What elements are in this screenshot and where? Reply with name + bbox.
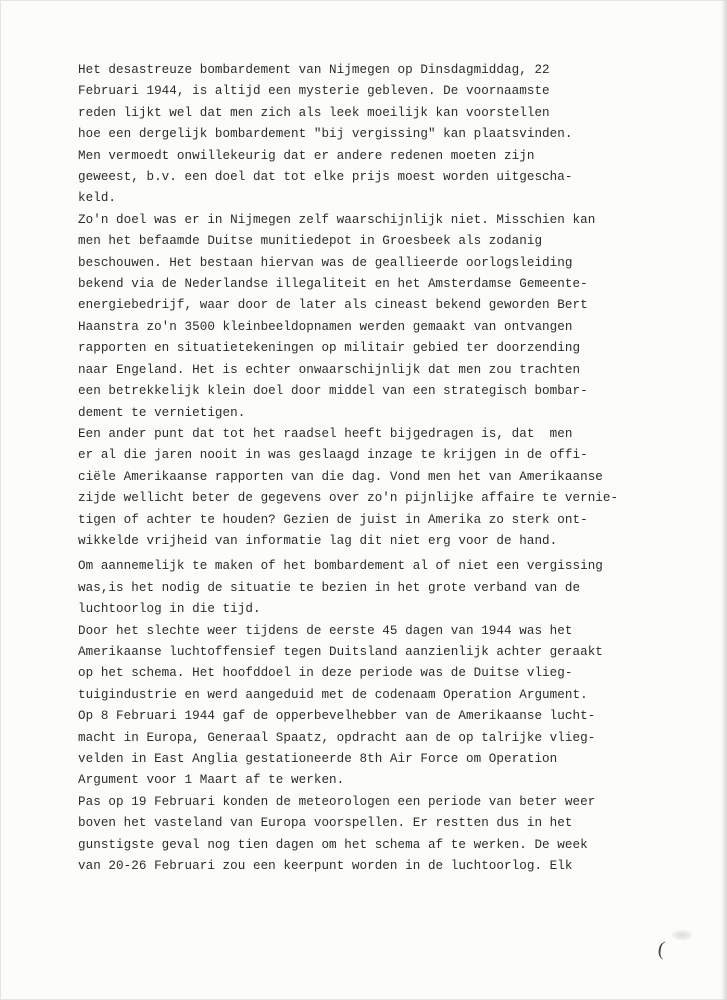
text-line: zijde wellicht beter de gegevens over zo'n pijnlijke affaire te vernie- <box>78 491 619 506</box>
text-line: Zo'n doel was er in Nijmegen zelf waarschijnlijk niet. Misschien kan <box>78 212 596 227</box>
paper-smudge <box>672 930 692 940</box>
text-line: velden in East Anglia gestationeerde 8th Air Force om Operation <box>78 752 558 766</box>
text-line: Februari 1944, is altijd een mysterie gebleven. De voornaamste <box>78 84 550 99</box>
text-line: tuigindustrie en werd aangeduid met de codenaam Operation Argument. <box>78 687 588 702</box>
text-line: keld. <box>78 191 117 206</box>
text-line: gunstigste geval nog tien dagen om het schema af te werken. De week <box>78 837 588 852</box>
text-line: macht in Europa, Generaal Spaatz, opdracht aan de op talrijke vlieg- <box>78 730 596 745</box>
text-line: ciële Amerikaanse rapporten van die dag. Vond men het van Amerikaanse <box>78 469 603 484</box>
text-line: dement te vernietigen. <box>78 405 246 420</box>
paragraph <box>78 556 688 620</box>
text-line: op het schema. Het hoofddoel in deze periode was de Duitse vlieg- <box>78 666 573 681</box>
text-line: boven het vasteland van Europa voorspellen. Er restten dus in het <box>78 816 573 831</box>
text-line: was,is het nodig de situatie te bezien in het grote verband van de <box>78 580 581 595</box>
text-line: Om aannemelijk te maken of het bombardement al of niet een vergissing <box>78 559 603 574</box>
text-line: hoe een dergelijk bombardement "bij vergissing" kan plaatsvinden. <box>78 127 573 142</box>
text-line: Pas op 19 Februari konden de meteorologen een periode van beter weer <box>78 794 596 809</box>
paragraph <box>78 621 688 792</box>
text-line: luchtoorlog in die tijd. <box>78 602 261 617</box>
text-line: beschouwen. Het bestaan hiervan was de geallieerde oorlogsleiding <box>78 255 573 270</box>
text-line: energiebedrijf, waar door de later als cineast bekend geworden Bert <box>78 298 588 313</box>
text-line: tigen of achter te houden? Gezien de juist in Amerika zo sterk ont- <box>78 512 588 527</box>
paragraph <box>78 210 688 424</box>
paragraph <box>78 60 688 210</box>
text-line: Amerikaanse luchtoffensief tegen Duitsland aanzienlijk achter geraakt <box>78 644 603 659</box>
paragraph <box>78 792 688 878</box>
document-body <box>78 60 688 877</box>
paragraph <box>78 424 688 552</box>
text-line: geweest, b.v. een doel dat tot elke prijs moest worden uitgescha- <box>78 170 573 185</box>
text-line: Op 8 Februari 1944 gaf de opperbevelhebber van de Amerikaanse lucht- <box>78 709 596 724</box>
text-line: Men vermoedt onwillekeurig dat er andere redenen moeten zijn <box>78 148 535 163</box>
text-line: men het befaamde Duitse munitiedepot in Groesbeek als zodanig <box>78 234 543 249</box>
text-line: Argument voor 1 Maart af te werken. <box>78 773 345 788</box>
text-line: reden lijkt wel dat men zich als leek moeilijk kan voorstellen <box>78 105 550 120</box>
text-line: bekend via de Nederlandse illegaliteit en het Amsterdamse Gemeente- <box>78 277 588 292</box>
text-line: een betrekkelijk klein doel door middel van een strategisch bombar- <box>78 384 588 399</box>
text-line: van 20-26 Februari zou een keerpunt worden in de luchtoorlog. Elk <box>78 859 573 874</box>
text-line: er al die jaren nooit in was geslaagd inzage te krijgen in de offi- <box>78 448 588 463</box>
text-line: wikkelde vrijheid van informatie lag dit niet erg voor de hand. <box>78 533 558 548</box>
handwritten-mark: ( <box>656 937 667 961</box>
text-line: Een ander punt dat tot het raadsel heeft bijgedragen is, dat men <box>78 426 573 441</box>
text-line: rapporten en situatietekeningen op militair gebied ter doorzending <box>78 341 581 356</box>
text-line: naar Engeland. Het is echter onwaarschijnlijk dat men zou trachten <box>78 362 581 377</box>
text-line: Haanstra zo'n 3500 kleinbeeldopnamen werden gemaakt van ontvangen <box>78 319 573 334</box>
text-line: Het desastreuze bombardement van Nijmegen op Dinsdagmiddag, 22 <box>78 63 550 77</box>
text-line: Door het slechte weer tijdens de eerste 45 dagen van 1944 was het <box>78 623 573 638</box>
